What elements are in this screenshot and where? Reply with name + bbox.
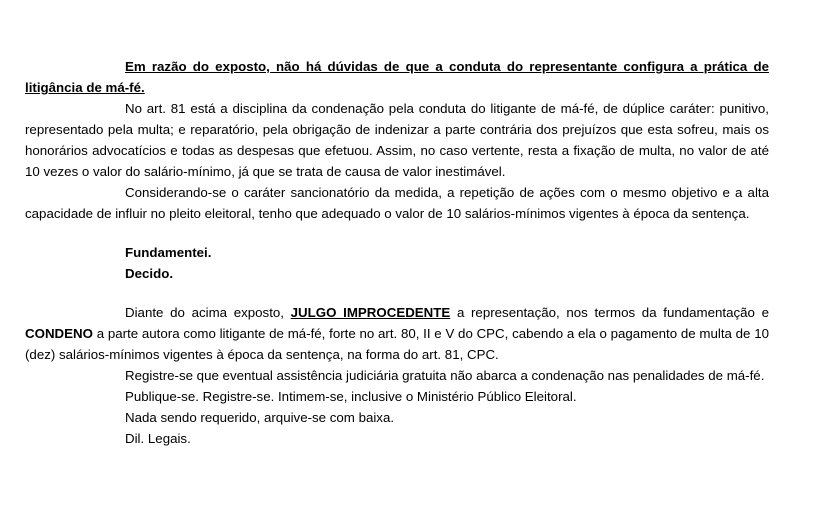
spacer (25, 224, 769, 242)
decido-line: Decido. (125, 266, 174, 281)
paragraph-sancionatorio: Considerando-se o caráter sancionatório da medida, a repetição de ações com o mesmo objetivo e a alta capacidade de influir no pleito eleitoral, tenho que adequado o valor de 10 salários-mínimos vigentes à época da sentença. (25, 185, 769, 221)
julgo-improcedente: JULGO IMPROCEDENTE (290, 305, 451, 320)
paragraph-decision (25, 302, 769, 365)
fundamentei-line: Fundamentei. (125, 245, 212, 260)
document-page (25, 56, 769, 449)
decision-middle: a representação, nos termos da fundamentação e (450, 305, 769, 320)
condeno: CONDENO (25, 326, 93, 341)
spacer (25, 284, 769, 302)
publique-line: Publique-se. Registre-se. Intimem-se, inclusive o Ministério Público Eleitoral. (125, 389, 577, 404)
nada-line: Nada sendo requerido, arquive-se com baixa. (125, 410, 395, 425)
paragraph-registre: Registre-se que eventual assistência judiciária gratuita não abarca a condenação nas penalidades de má-fé. (125, 368, 765, 383)
decision-intro: Diante do acima exposto, (125, 305, 291, 320)
decision-rest: a parte autora como litigante de má-fé, forte no art. 80, II e V do CPC, cabendo a ela o pagamento de multa de 10 (dez) salários-mínimos vigentes à época da sentença, na forma do art. 81, CPC. (25, 326, 769, 362)
paragraph-art-81: No art. 81 está a disciplina da condenação pela conduta do litigante de má-fé, de dúplice caráter: punitivo, representado pela multa; e reparatório, pela obrigação de indenizar a parte contrária dos prejuízos que esta sofreu, mais os honorários advocatícios e todas as despesas que efetuou. Assim, no caso vertente, resta a fixação de multa, no valor de até 10 vezes o valor do salário-mínimo, já que se trata de causa de valor inestimável. (25, 101, 769, 179)
dil-legais-line: Dil. Legais. (125, 431, 191, 446)
section-heading: Em razão do exposto, não há dúvidas de que a conduta do representante configura a prática de litigância de má-fé. (25, 59, 769, 95)
